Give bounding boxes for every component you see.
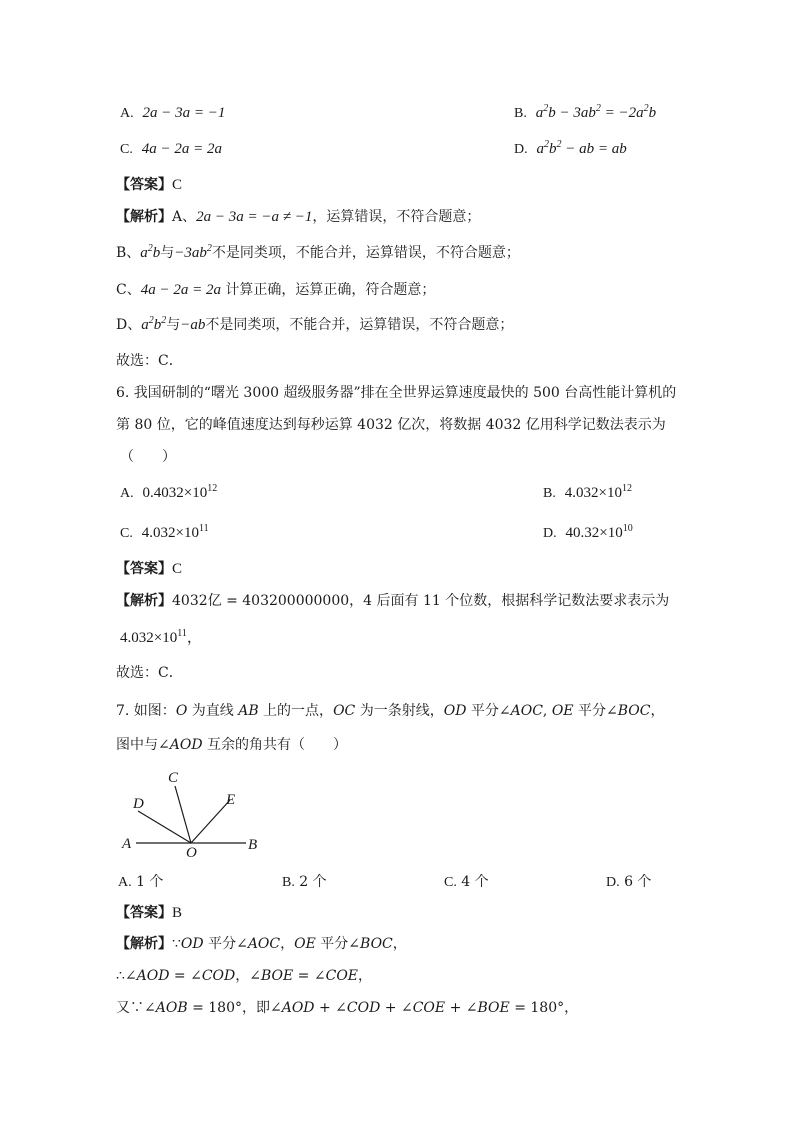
q7-stem-line1: 7. 如图：O 为直线 AB 上的一点，OC 为一条射线，OD 平分∠AOC, OE 平分∠BOC， — [116, 703, 665, 719]
q6-answer: 【答案】C — [116, 561, 183, 577]
point-e-label: E — [226, 792, 236, 808]
q6-option-c: C. $4.032\times 10^{11}$ — [120, 523, 209, 541]
q7-option-b: B. 2 个 — [282, 874, 327, 890]
q5-option-d: D. $a^2b^2$ − ab = ab — [514, 139, 627, 157]
ray-oe — [191, 800, 230, 843]
q5-option-c: C. 4a − 2a = 2a — [120, 141, 222, 157]
q6-option-b: B. $4.032\times 10^{12}$ — [543, 483, 632, 501]
q7-analysis-line1: 【解析】∵OD 平分∠AOC，OE 平分∠BOC， — [116, 936, 407, 952]
q6-option-d: D. $40.32\times 10^{10}$ — [543, 523, 633, 541]
q5-analysis-c: C、4a − 2a = 2a 计算正确，运算正确，符合题意； — [116, 282, 436, 298]
q7-analysis-line2: ∴∠AOD = ∠COD，∠BOE = ∠COE， — [116, 968, 373, 984]
point-c-label: C — [168, 770, 179, 786]
q7-analysis-line3: 又∵∠AOB = 180°，即∠AOD + ∠COD + ∠COE + ∠BOE = 180°， — [116, 1000, 579, 1016]
q7-option-a: A. 1 个 — [118, 874, 164, 890]
q7-option-c: C. 4 个 — [444, 874, 489, 890]
q6-option-a: A. $0.4032\times 10^{12}$ — [120, 483, 218, 501]
point-a-label: A — [122, 836, 132, 852]
q6-analysis-line2: $4.032\times 10^{11}$， — [120, 628, 202, 646]
q7-option-d: D. 6 个 — [606, 874, 652, 890]
q6-analysis-line1: 【解析】4032亿 = 403200000000，4 后面有 11 个位数，根据科学记数法要求表示为 — [116, 593, 670, 609]
q5-option-a: A. 2a − 3a = −1 — [120, 105, 226, 121]
q7-answer: 【答案】B — [116, 905, 183, 921]
q5-analysis-d: D、$a^2b^2$与−ab不是同类项，不能合并，运算错误，不符合题意； — [116, 315, 514, 333]
q5-analysis-b: B、$a^2b$与$-3ab^2$不是同类项，不能合并，运算错误，不符合题意； — [116, 243, 520, 261]
q5-conclusion: 故选：C． — [116, 353, 183, 369]
q7-figure — [118, 764, 278, 864]
q5-option-b: B. $a^2b - 3ab^2 = -2a^2b$ — [514, 103, 657, 121]
q6-stem-line1: 6. 我国研制的“曙光 3000 超级服务器”排在全世界运算速度最快的 500 台高性能计算机的 — [116, 385, 677, 401]
q6-conclusion: 故选：C． — [116, 665, 183, 681]
point-d-label: D — [133, 796, 144, 812]
point-o-label: O — [186, 845, 197, 861]
q7-stem-line2: 图中与∠AOD 互余的角共有（ ） — [116, 737, 347, 753]
q6-stem-line2: 第 80 位，它的峰值速度达到每秒运算 4032 亿次，将数据 4032 亿用科学记数法表示为 — [116, 417, 666, 433]
q5-answer: 【答案】C — [116, 177, 183, 193]
q6-stem-line3: （ ） — [120, 449, 176, 465]
point-b-label: B — [248, 837, 258, 853]
q5-analysis-a: 【解析】A、2a − 3a = −a ≠ −1，运算错误，不符合题意； — [116, 209, 481, 225]
